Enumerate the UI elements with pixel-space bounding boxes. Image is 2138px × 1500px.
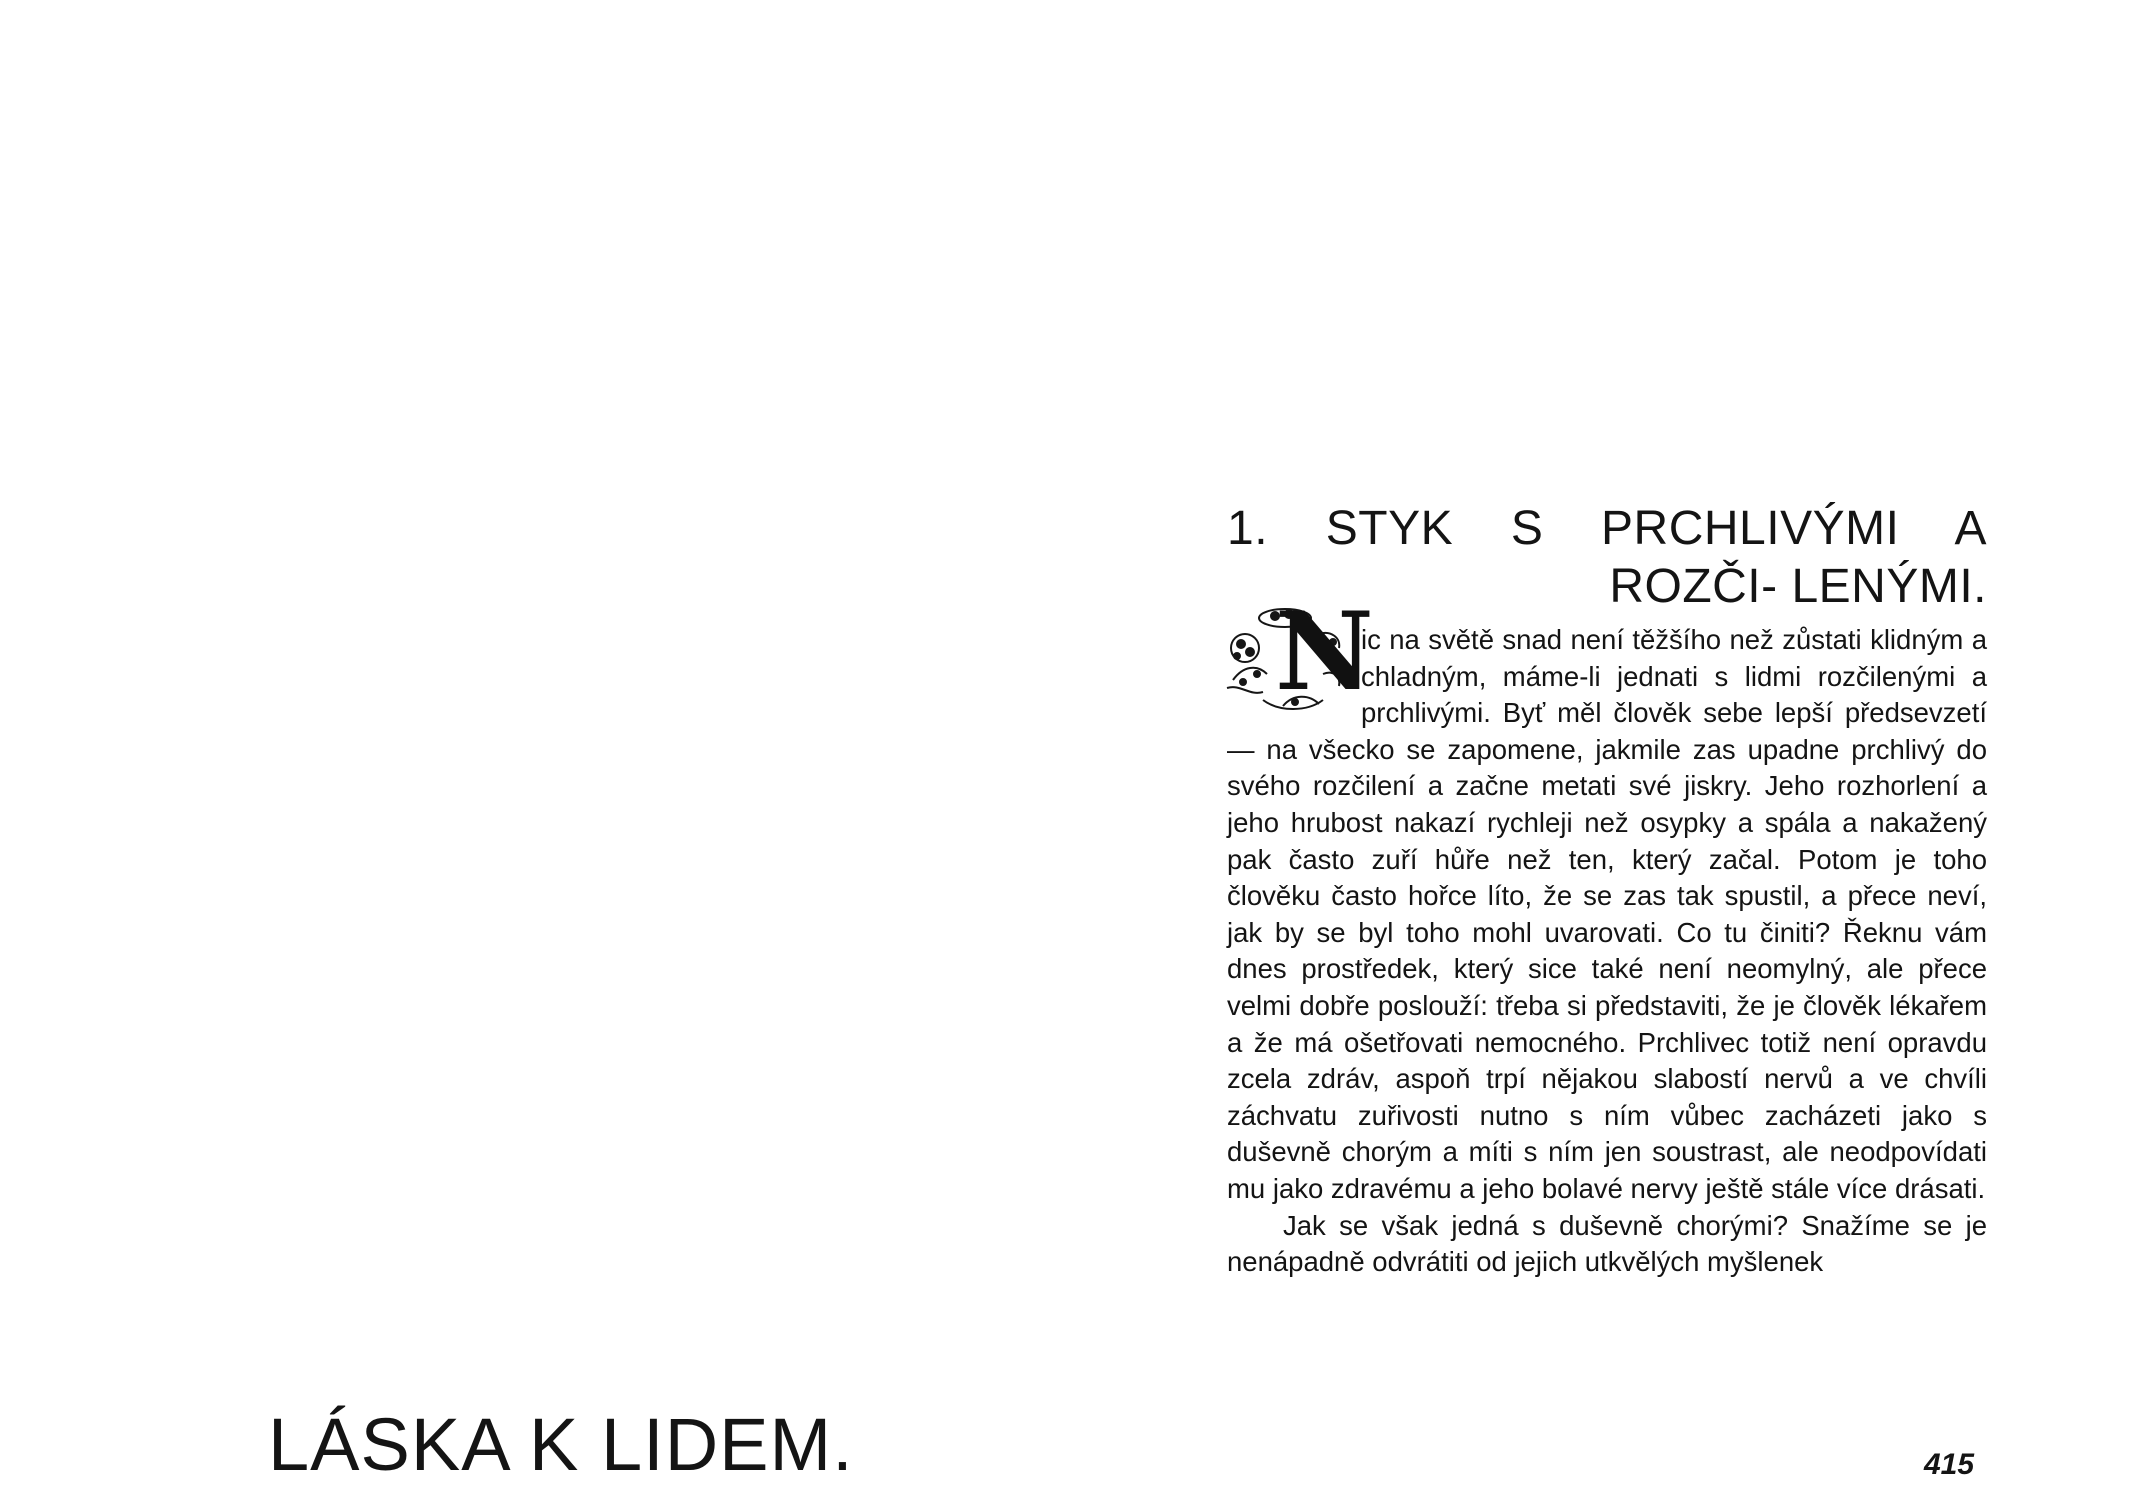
- paragraph-1: [1227, 589, 1987, 1208]
- ornamental-drop-cap-icon: [1223, 589, 1374, 715]
- left-page-title: LÁSKA K LIDEM.: [268, 1403, 854, 1486]
- paragraph-1-text: ic na světě snad není těžšího než zůstati klidným a chladným, máme-li jednati s lidmi rozčilenými a prchlivými. Byť měl člověk sebe lepší předsevzetí — na všecko se zapomene, jakmile zas upadne prchlivý do svého rozčilení a začne metati své jiskry. Jeho rozhorlení a jeho hrubost nakazí rychleji než osypky a spála a nakažený pak často zuří hůře než ten, který začal. Potom je toho člověku často hořce líto, že se zas tak spustil, a přece neví, jak by se byl toho mohl uvarovati. Co tu činiti? Řeknu vám dnes prostředek, který sice také není neomylný, ale přece velmi dobře poslouží: třeba si představiti, že je člověk lékařem a že má ošetřovati nemocného. Prchlivec totiž není opravdu zcela zdráv, aspoň trpí nějakou slabostí nervů a ve chvíli záchvatu zuřivosti nutno s ním vůbec zacházeti jako s duševně chorým a míti s ním jen soustrast, ale neodpovídati mu jako zdravému a jeho bolavé nervy ještě stále více drásati.: [1227, 624, 1987, 1204]
- drop-cap-letter: N: [1275, 589, 1374, 715]
- chapter-heading: 1. STYK S PRCHLIVÝMI A ROZČI- LENÝMI.: [1227, 502, 1987, 613]
- right-page: [1227, 500, 1987, 1281]
- paragraph-2: Jak se však jedná s duševně chorými? Snažíme se je nenápadně odvrátiti od jejich utkvělých myšlenek: [1227, 1209, 1987, 1278]
- page-number: 415: [1924, 1448, 1975, 1481]
- body-text: [1227, 589, 1987, 1281]
